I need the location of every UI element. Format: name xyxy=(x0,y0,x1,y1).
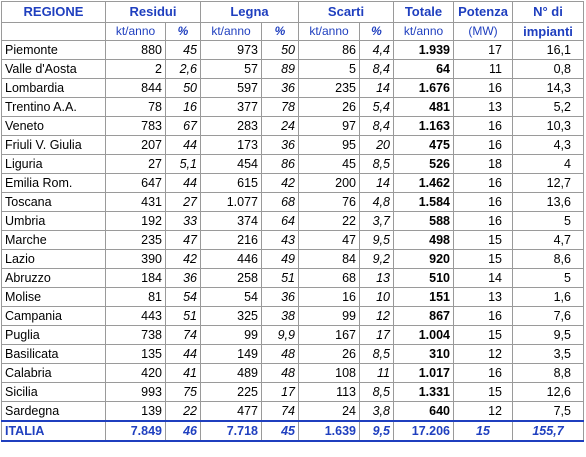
total-row xyxy=(2,421,584,441)
scarti-kt-cell: 22 xyxy=(299,212,360,231)
legna-kt-cell: 1.077 xyxy=(201,193,262,212)
n-impianti-cell: 8,6 xyxy=(513,250,584,269)
scarti-pct-cell: 3,8 xyxy=(360,402,394,422)
table-row xyxy=(2,136,584,155)
legna-pct-cell: 42 xyxy=(262,174,299,193)
header-regione: REGIONE xyxy=(2,2,106,23)
legna-kt-cell: 149 xyxy=(201,345,262,364)
legna-kt-cell: 377 xyxy=(201,98,262,117)
residui-pct-cell: 45 xyxy=(166,41,201,60)
residui-kt-cell: 783 xyxy=(106,117,166,136)
n-impianti-cell: 4,7 xyxy=(513,231,584,250)
residui-kt-cell: 27 xyxy=(106,155,166,174)
header-potenza: Potenza xyxy=(454,2,513,23)
subheader-kt-totale: kt/anno xyxy=(394,23,454,41)
legna-kt-cell: 973 xyxy=(201,41,262,60)
residui-pct-cell: 27 xyxy=(166,193,201,212)
total-scarti-pct-cell: 9,5 xyxy=(360,421,394,441)
potenza-mw-cell: 16 xyxy=(454,307,513,326)
totale-kt-cell: 498 xyxy=(394,231,454,250)
scarti-pct-cell: 17 xyxy=(360,326,394,345)
residui-kt-cell: 235 xyxy=(106,231,166,250)
table-row xyxy=(2,98,584,117)
table-row xyxy=(2,345,584,364)
n-impianti-cell: 12,7 xyxy=(513,174,584,193)
n-impianti-cell: 5,2 xyxy=(513,98,584,117)
residui-kt-cell: 647 xyxy=(106,174,166,193)
legna-kt-cell: 54 xyxy=(201,288,262,307)
subheader-empty xyxy=(2,23,106,41)
residui-pct-cell: 33 xyxy=(166,212,201,231)
table-container xyxy=(1,1,584,442)
scarti-pct-cell: 9,5 xyxy=(360,231,394,250)
scarti-kt-cell: 68 xyxy=(299,269,360,288)
residui-pct-cell: 42 xyxy=(166,250,201,269)
table-row xyxy=(2,269,584,288)
legna-kt-cell: 477 xyxy=(201,402,262,422)
scarti-pct-cell: 4,8 xyxy=(360,193,394,212)
region-name-cell: Friuli V. Giulia xyxy=(2,136,106,155)
potenza-mw-cell: 11 xyxy=(454,60,513,79)
header-n-di: N° di xyxy=(513,2,584,23)
scarti-kt-cell: 5 xyxy=(299,60,360,79)
scarti-kt-cell: 84 xyxy=(299,250,360,269)
region-name-cell: Lombardia xyxy=(2,79,106,98)
table-row xyxy=(2,364,584,383)
legna-pct-cell: 74 xyxy=(262,402,299,422)
residui-pct-cell: 75 xyxy=(166,383,201,402)
potenza-mw-cell: 13 xyxy=(454,288,513,307)
legna-pct-cell: 64 xyxy=(262,212,299,231)
totale-kt-cell: 1.163 xyxy=(394,117,454,136)
potenza-mw-cell: 14 xyxy=(454,269,513,288)
total-residui-pct-cell: 46 xyxy=(166,421,201,441)
region-name-cell: Campania xyxy=(2,307,106,326)
n-impianti-cell: 7,5 xyxy=(513,402,584,422)
potenza-mw-cell: 15 xyxy=(454,326,513,345)
potenza-mw-cell: 16 xyxy=(454,79,513,98)
n-impianti-cell: 7,6 xyxy=(513,307,584,326)
header-row xyxy=(2,2,584,23)
residui-pct-cell: 41 xyxy=(166,364,201,383)
biomass-table xyxy=(1,1,584,442)
subheader-pct-residui: % xyxy=(166,23,201,41)
table-row xyxy=(2,250,584,269)
totale-kt-cell: 1.939 xyxy=(394,41,454,60)
region-name-cell: Basilicata xyxy=(2,345,106,364)
scarti-pct-cell: 8,5 xyxy=(360,345,394,364)
potenza-mw-cell: 16 xyxy=(454,193,513,212)
n-impianti-cell: 4 xyxy=(513,155,584,174)
potenza-mw-cell: 16 xyxy=(454,117,513,136)
table-row xyxy=(2,117,584,136)
n-impianti-cell: 9,5 xyxy=(513,326,584,345)
table-row xyxy=(2,193,584,212)
scarti-pct-cell: 14 xyxy=(360,79,394,98)
totale-kt-cell: 588 xyxy=(394,212,454,231)
scarti-pct-cell: 20 xyxy=(360,136,394,155)
region-name-cell: Molise xyxy=(2,288,106,307)
table-row xyxy=(2,60,584,79)
n-impianti-cell: 14,3 xyxy=(513,79,584,98)
scarti-kt-cell: 95 xyxy=(299,136,360,155)
residui-pct-cell: 67 xyxy=(166,117,201,136)
scarti-pct-cell: 8,5 xyxy=(360,155,394,174)
totale-kt-cell: 510 xyxy=(394,269,454,288)
table-row xyxy=(2,383,584,402)
scarti-pct-cell: 13 xyxy=(360,269,394,288)
legna-pct-cell: 49 xyxy=(262,250,299,269)
legna-pct-cell: 48 xyxy=(262,345,299,364)
residui-kt-cell: 81 xyxy=(106,288,166,307)
residui-pct-cell: 54 xyxy=(166,288,201,307)
legna-kt-cell: 489 xyxy=(201,364,262,383)
residui-kt-cell: 192 xyxy=(106,212,166,231)
legna-pct-cell: 17 xyxy=(262,383,299,402)
residui-kt-cell: 420 xyxy=(106,364,166,383)
region-name-cell: Liguria xyxy=(2,155,106,174)
residui-kt-cell: 993 xyxy=(106,383,166,402)
subheader-impianti: impianti xyxy=(513,23,584,41)
residui-pct-cell: 47 xyxy=(166,231,201,250)
subheader-kt-scarti: kt/anno xyxy=(299,23,360,41)
residui-kt-cell: 844 xyxy=(106,79,166,98)
potenza-mw-cell: 18 xyxy=(454,155,513,174)
potenza-mw-cell: 16 xyxy=(454,174,513,193)
legna-kt-cell: 258 xyxy=(201,269,262,288)
subheader-pct-legna: % xyxy=(262,23,299,41)
totale-kt-cell: 1.584 xyxy=(394,193,454,212)
total-totale-kt-cell: 17.206 xyxy=(394,421,454,441)
legna-pct-cell: 38 xyxy=(262,307,299,326)
total-region-name-cell: ITALIA xyxy=(2,421,106,441)
n-impianti-cell: 1,6 xyxy=(513,288,584,307)
residui-pct-cell: 22 xyxy=(166,402,201,422)
legna-pct-cell: 78 xyxy=(262,98,299,117)
table-row xyxy=(2,174,584,193)
scarti-pct-cell: 9,2 xyxy=(360,250,394,269)
region-name-cell: Umbria xyxy=(2,212,106,231)
legna-kt-cell: 57 xyxy=(201,60,262,79)
totale-kt-cell: 526 xyxy=(394,155,454,174)
residui-kt-cell: 431 xyxy=(106,193,166,212)
total-n-impianti-cell: 155,7 xyxy=(513,421,584,441)
potenza-mw-cell: 15 xyxy=(454,383,513,402)
residui-kt-cell: 390 xyxy=(106,250,166,269)
totale-kt-cell: 640 xyxy=(394,402,454,422)
table-row xyxy=(2,326,584,345)
scarti-pct-cell: 14 xyxy=(360,174,394,193)
totale-kt-cell: 1.004 xyxy=(394,326,454,345)
scarti-pct-cell: 8,5 xyxy=(360,383,394,402)
header-legna: Legna xyxy=(201,2,299,23)
scarti-kt-cell: 97 xyxy=(299,117,360,136)
region-name-cell: Abruzzo xyxy=(2,269,106,288)
totale-kt-cell: 481 xyxy=(394,98,454,117)
table-row xyxy=(2,41,584,60)
subheader-pct-scarti: % xyxy=(360,23,394,41)
total-residui-kt-cell: 7.849 xyxy=(106,421,166,441)
table-row xyxy=(2,307,584,326)
subheader-row xyxy=(2,23,584,41)
totale-kt-cell: 64 xyxy=(394,60,454,79)
region-name-cell: Emilia Rom. xyxy=(2,174,106,193)
scarti-pct-cell: 11 xyxy=(360,364,394,383)
residui-pct-cell: 5,1 xyxy=(166,155,201,174)
legna-pct-cell: 48 xyxy=(262,364,299,383)
n-impianti-cell: 4,3 xyxy=(513,136,584,155)
legna-kt-cell: 446 xyxy=(201,250,262,269)
legna-pct-cell: 36 xyxy=(262,136,299,155)
n-impianti-cell: 10,3 xyxy=(513,117,584,136)
scarti-pct-cell: 4,4 xyxy=(360,41,394,60)
total-potenza-mw-cell: 15 xyxy=(454,421,513,441)
potenza-mw-cell: 15 xyxy=(454,250,513,269)
scarti-pct-cell: 3,7 xyxy=(360,212,394,231)
legna-kt-cell: 454 xyxy=(201,155,262,174)
table-row xyxy=(2,288,584,307)
legna-kt-cell: 99 xyxy=(201,326,262,345)
residui-kt-cell: 738 xyxy=(106,326,166,345)
residui-kt-cell: 139 xyxy=(106,402,166,422)
region-name-cell: Trentino A.A. xyxy=(2,98,106,117)
totale-kt-cell: 475 xyxy=(394,136,454,155)
residui-pct-cell: 16 xyxy=(166,98,201,117)
legna-pct-cell: 24 xyxy=(262,117,299,136)
totale-kt-cell: 1.017 xyxy=(394,364,454,383)
scarti-kt-cell: 235 xyxy=(299,79,360,98)
scarti-kt-cell: 45 xyxy=(299,155,360,174)
region-name-cell: Piemonte xyxy=(2,41,106,60)
potenza-mw-cell: 12 xyxy=(454,402,513,422)
region-name-cell: Sardegna xyxy=(2,402,106,422)
header-totale: Totale xyxy=(394,2,454,23)
n-impianti-cell: 5 xyxy=(513,212,584,231)
totale-kt-cell: 867 xyxy=(394,307,454,326)
scarti-pct-cell: 12 xyxy=(360,307,394,326)
scarti-kt-cell: 24 xyxy=(299,402,360,422)
legna-kt-cell: 173 xyxy=(201,136,262,155)
total-legna-kt-cell: 7.718 xyxy=(201,421,262,441)
region-name-cell: Puglia xyxy=(2,326,106,345)
legna-pct-cell: 36 xyxy=(262,288,299,307)
residui-pct-cell: 2,6 xyxy=(166,60,201,79)
potenza-mw-cell: 12 xyxy=(454,345,513,364)
totale-kt-cell: 920 xyxy=(394,250,454,269)
n-impianti-cell: 12,6 xyxy=(513,383,584,402)
totale-kt-cell: 310 xyxy=(394,345,454,364)
legna-pct-cell: 43 xyxy=(262,231,299,250)
legna-pct-cell: 9,9 xyxy=(262,326,299,345)
header-scarti: Scarti xyxy=(299,2,394,23)
residui-pct-cell: 74 xyxy=(166,326,201,345)
table-row xyxy=(2,402,584,422)
residui-pct-cell: 51 xyxy=(166,307,201,326)
residui-kt-cell: 78 xyxy=(106,98,166,117)
legna-pct-cell: 68 xyxy=(262,193,299,212)
region-name-cell: Lazio xyxy=(2,250,106,269)
region-name-cell: Sicilia xyxy=(2,383,106,402)
region-name-cell: Toscana xyxy=(2,193,106,212)
n-impianti-cell: 8,8 xyxy=(513,364,584,383)
n-impianti-cell: 5 xyxy=(513,269,584,288)
residui-pct-cell: 36 xyxy=(166,269,201,288)
region-name-cell: Calabria xyxy=(2,364,106,383)
totale-kt-cell: 1.331 xyxy=(394,383,454,402)
scarti-kt-cell: 26 xyxy=(299,98,360,117)
residui-pct-cell: 44 xyxy=(166,345,201,364)
legna-kt-cell: 374 xyxy=(201,212,262,231)
potenza-mw-cell: 15 xyxy=(454,231,513,250)
table-row xyxy=(2,155,584,174)
table-row xyxy=(2,212,584,231)
residui-kt-cell: 2 xyxy=(106,60,166,79)
legna-kt-cell: 325 xyxy=(201,307,262,326)
n-impianti-cell: 13,6 xyxy=(513,193,584,212)
scarti-pct-cell: 8,4 xyxy=(360,117,394,136)
region-name-cell: Veneto xyxy=(2,117,106,136)
n-impianti-cell: 3,5 xyxy=(513,345,584,364)
n-impianti-cell: 0,8 xyxy=(513,60,584,79)
scarti-kt-cell: 200 xyxy=(299,174,360,193)
total-legna-pct-cell: 45 xyxy=(262,421,299,441)
residui-pct-cell: 44 xyxy=(166,136,201,155)
region-name-cell: Marche xyxy=(2,231,106,250)
totale-kt-cell: 151 xyxy=(394,288,454,307)
scarti-kt-cell: 167 xyxy=(299,326,360,345)
legna-pct-cell: 50 xyxy=(262,41,299,60)
potenza-mw-cell: 16 xyxy=(454,136,513,155)
scarti-kt-cell: 76 xyxy=(299,193,360,212)
potenza-mw-cell: 17 xyxy=(454,41,513,60)
legna-kt-cell: 283 xyxy=(201,117,262,136)
scarti-kt-cell: 86 xyxy=(299,41,360,60)
scarti-kt-cell: 26 xyxy=(299,345,360,364)
potenza-mw-cell: 13 xyxy=(454,98,513,117)
scarti-kt-cell: 47 xyxy=(299,231,360,250)
legna-pct-cell: 89 xyxy=(262,60,299,79)
scarti-kt-cell: 113 xyxy=(299,383,360,402)
legna-kt-cell: 615 xyxy=(201,174,262,193)
legna-pct-cell: 51 xyxy=(262,269,299,288)
scarti-pct-cell: 5,4 xyxy=(360,98,394,117)
legna-pct-cell: 36 xyxy=(262,79,299,98)
subheader-kt-legna: kt/anno xyxy=(201,23,262,41)
residui-kt-cell: 135 xyxy=(106,345,166,364)
scarti-kt-cell: 99 xyxy=(299,307,360,326)
scarti-pct-cell: 8,4 xyxy=(360,60,394,79)
totale-kt-cell: 1.462 xyxy=(394,174,454,193)
legna-pct-cell: 86 xyxy=(262,155,299,174)
header-residui: Residui xyxy=(106,2,201,23)
legna-kt-cell: 597 xyxy=(201,79,262,98)
table-row xyxy=(2,79,584,98)
total-scarti-kt-cell: 1.639 xyxy=(299,421,360,441)
n-impianti-cell: 16,1 xyxy=(513,41,584,60)
residui-kt-cell: 184 xyxy=(106,269,166,288)
region-name-cell: Valle d'Aosta xyxy=(2,60,106,79)
scarti-kt-cell: 108 xyxy=(299,364,360,383)
legna-kt-cell: 225 xyxy=(201,383,262,402)
totale-kt-cell: 1.676 xyxy=(394,79,454,98)
table-row xyxy=(2,231,584,250)
residui-pct-cell: 50 xyxy=(166,79,201,98)
potenza-mw-cell: 16 xyxy=(454,364,513,383)
subheader-kt-residui: kt/anno xyxy=(106,23,166,41)
scarti-pct-cell: 10 xyxy=(360,288,394,307)
residui-kt-cell: 443 xyxy=(106,307,166,326)
legna-kt-cell: 216 xyxy=(201,231,262,250)
potenza-mw-cell: 16 xyxy=(454,212,513,231)
scarti-kt-cell: 16 xyxy=(299,288,360,307)
residui-kt-cell: 207 xyxy=(106,136,166,155)
residui-kt-cell: 880 xyxy=(106,41,166,60)
subheader-mw: (MW) xyxy=(454,23,513,41)
residui-pct-cell: 44 xyxy=(166,174,201,193)
